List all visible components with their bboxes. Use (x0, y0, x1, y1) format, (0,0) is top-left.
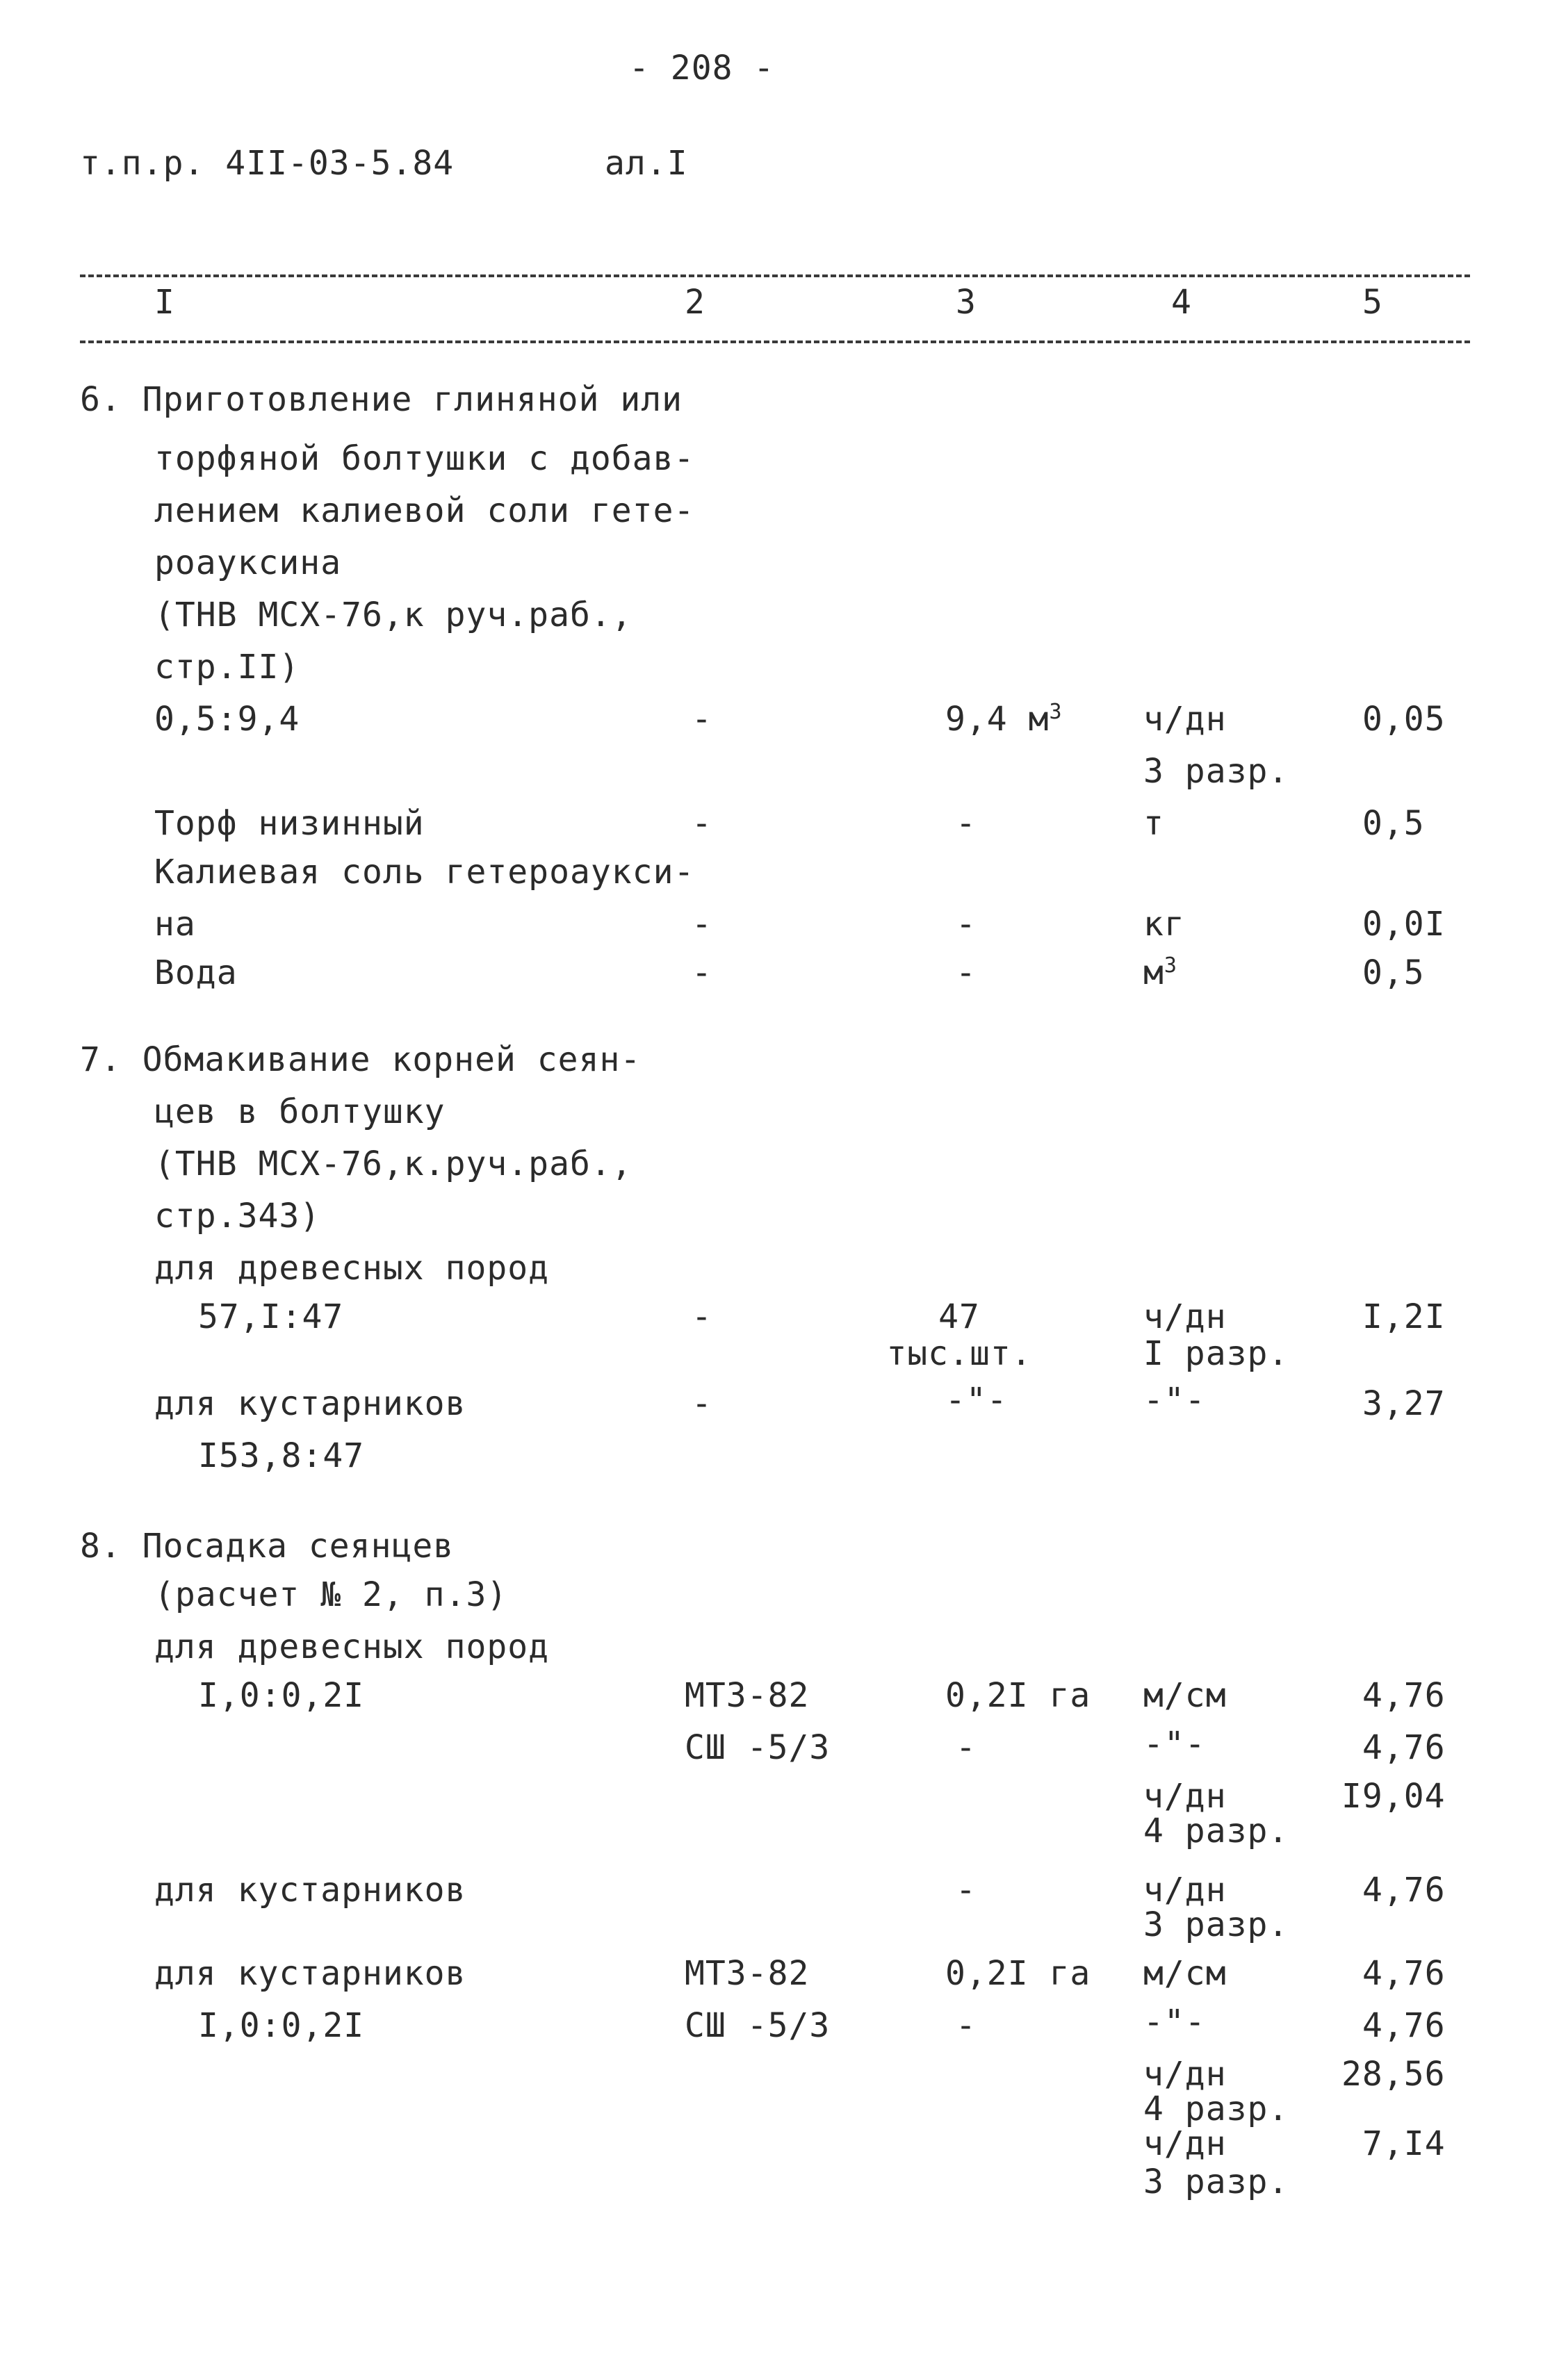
row-machine: - (692, 905, 712, 944)
col-header-5: 5 (1362, 283, 1383, 322)
row-unit: ч/дн (1143, 700, 1227, 739)
row-value: 4,76 (1362, 1954, 1446, 1993)
row-name: 57,I:47 (198, 1297, 344, 1336)
unit-superscript: 3 (1164, 953, 1177, 978)
row-unit: м/см (1143, 1954, 1227, 1993)
row-grade: 3 разр. (1143, 2162, 1289, 2201)
row-machine: - (692, 953, 712, 992)
row-machine: - (692, 700, 712, 739)
row-name: для кустарников (154, 1871, 466, 1910)
row-name: Вода (154, 953, 238, 992)
row-name: I,0:0,2I (198, 1676, 365, 1715)
row-volume: - (956, 953, 977, 992)
row-value: I,2I (1362, 1297, 1446, 1336)
row-name-continued: Калиевая соль гетероаукси- (154, 853, 695, 892)
row-name: для кустарников (154, 1954, 466, 1993)
row-volume: 0,2I га (945, 1954, 1091, 1993)
row-value: 4,76 (1362, 2006, 1446, 2045)
row-volume: - (956, 905, 977, 944)
row-machine: МТЗ-82 (685, 1676, 810, 1715)
row-name: 0,5:9,4 (154, 700, 300, 739)
row-grade: 3 разр. (1143, 752, 1289, 791)
unit-superscript: 3 (1049, 700, 1063, 724)
row-volume: 0,2I га (945, 1676, 1091, 1715)
section-title-line: стр.II) (154, 648, 300, 687)
section-title-line: 8. Посадка сеянцев (80, 1527, 455, 1566)
row-volume-unit: тыс.шт. (886, 1334, 1032, 1373)
table-top-rule (80, 274, 1470, 277)
section-title-line: (ТНВ МСХ-76,к.руч.раб., (154, 1144, 632, 1183)
row-volume: - (956, 2006, 977, 2045)
row-name: для кустарников (154, 1384, 466, 1423)
row-machine: СШ -5/3 (685, 1728, 831, 1767)
col-header-3: 3 (956, 283, 977, 322)
row-grade: 4 разр. (1143, 2090, 1289, 2128)
row-grade: 3 разр. (1143, 1905, 1289, 1944)
row-value: 28,56 (1341, 2055, 1446, 2094)
row-machine: - (692, 1384, 712, 1423)
section-title-line: цев в болтушку (154, 1092, 446, 1131)
row-value: 4,76 (1362, 1676, 1446, 1715)
row-name: I,0:0,2I (198, 2006, 365, 2045)
row-name: на (154, 905, 196, 944)
document-sheet: ал.I (605, 144, 688, 183)
row-grade: 4 разр. (1143, 1812, 1289, 1850)
row-value: 0,05 (1362, 700, 1446, 739)
row-unit (1143, 952, 1177, 994)
row-unit: т (1143, 804, 1164, 843)
row-value: 7,I4 (1362, 2124, 1446, 2163)
section-title-line: 7. Обмакивание корней сеян- (80, 1040, 642, 1079)
row-unit: м/см (1143, 1676, 1227, 1715)
page-number: - 208 - (629, 49, 775, 88)
row-machine: СШ -5/3 (685, 2006, 831, 2045)
document-reference: т.п.р. 4II-03-5.84 (80, 144, 455, 183)
section-title-line: (ТНВ МСХ-76,к руч.раб., (154, 596, 632, 634)
row-unit: ч/дн (1143, 1871, 1227, 1910)
row-value: 4,76 (1362, 1728, 1446, 1767)
row-volume: - (956, 1871, 977, 1910)
row-value: 3,27 (1362, 1384, 1446, 1423)
col-header-1: I (154, 283, 175, 322)
row-volume: - (956, 804, 977, 843)
row-unit: ч/дн (1143, 1777, 1227, 1816)
section-title-line: для древесных пород (154, 1249, 550, 1288)
row-volume: -"- (945, 1381, 1008, 1420)
section-title-line: стр.343) (154, 1197, 321, 1236)
section-title-line: лением калиевой соли гете- (154, 491, 695, 530)
row-value: 4,76 (1362, 1871, 1446, 1910)
row-unit: ч/дн (1143, 2124, 1227, 2163)
section-title-line: 6. Приготовление глиняной или (80, 380, 683, 419)
row-unit: кг (1143, 905, 1185, 944)
row-value: 0,5 (1362, 804, 1425, 843)
row-grade: I разр. (1143, 1334, 1289, 1373)
row-machine: - (692, 1297, 712, 1336)
row-name: Торф низинный (154, 804, 425, 843)
row-volume: 47 (938, 1297, 980, 1336)
row-unit: ч/дн (1143, 2055, 1227, 2094)
row-value: 0,5 (1362, 953, 1425, 992)
volume-value: 9,4 м (945, 700, 1050, 739)
section-title-line: торфяной болтушки с добав- (154, 439, 695, 478)
table-header-rule (80, 340, 1470, 343)
section-title-line: для древесных пород (154, 1627, 550, 1666)
col-header-4: 4 (1171, 283, 1192, 322)
unit-value: м (1143, 953, 1164, 992)
section-title-line: роауксина (154, 543, 342, 582)
row-volume: - (956, 1728, 977, 1767)
row-machine: - (692, 804, 712, 843)
row-unit: -"- (1143, 2003, 1206, 2042)
row-volume (945, 698, 1063, 740)
col-header-2: 2 (685, 283, 705, 322)
row-unit: -"- (1143, 1725, 1206, 1764)
section-title-line: (расчет № 2, п.3) (154, 1575, 508, 1614)
row-unit: ч/дн (1143, 1297, 1227, 1336)
row-value: 0,0I (1362, 905, 1446, 944)
row-name-continued: I53,8:47 (198, 1436, 365, 1475)
row-machine: МТЗ-82 (685, 1954, 810, 1993)
row-unit: -"- (1143, 1381, 1206, 1420)
row-value: I9,04 (1341, 1777, 1446, 1816)
